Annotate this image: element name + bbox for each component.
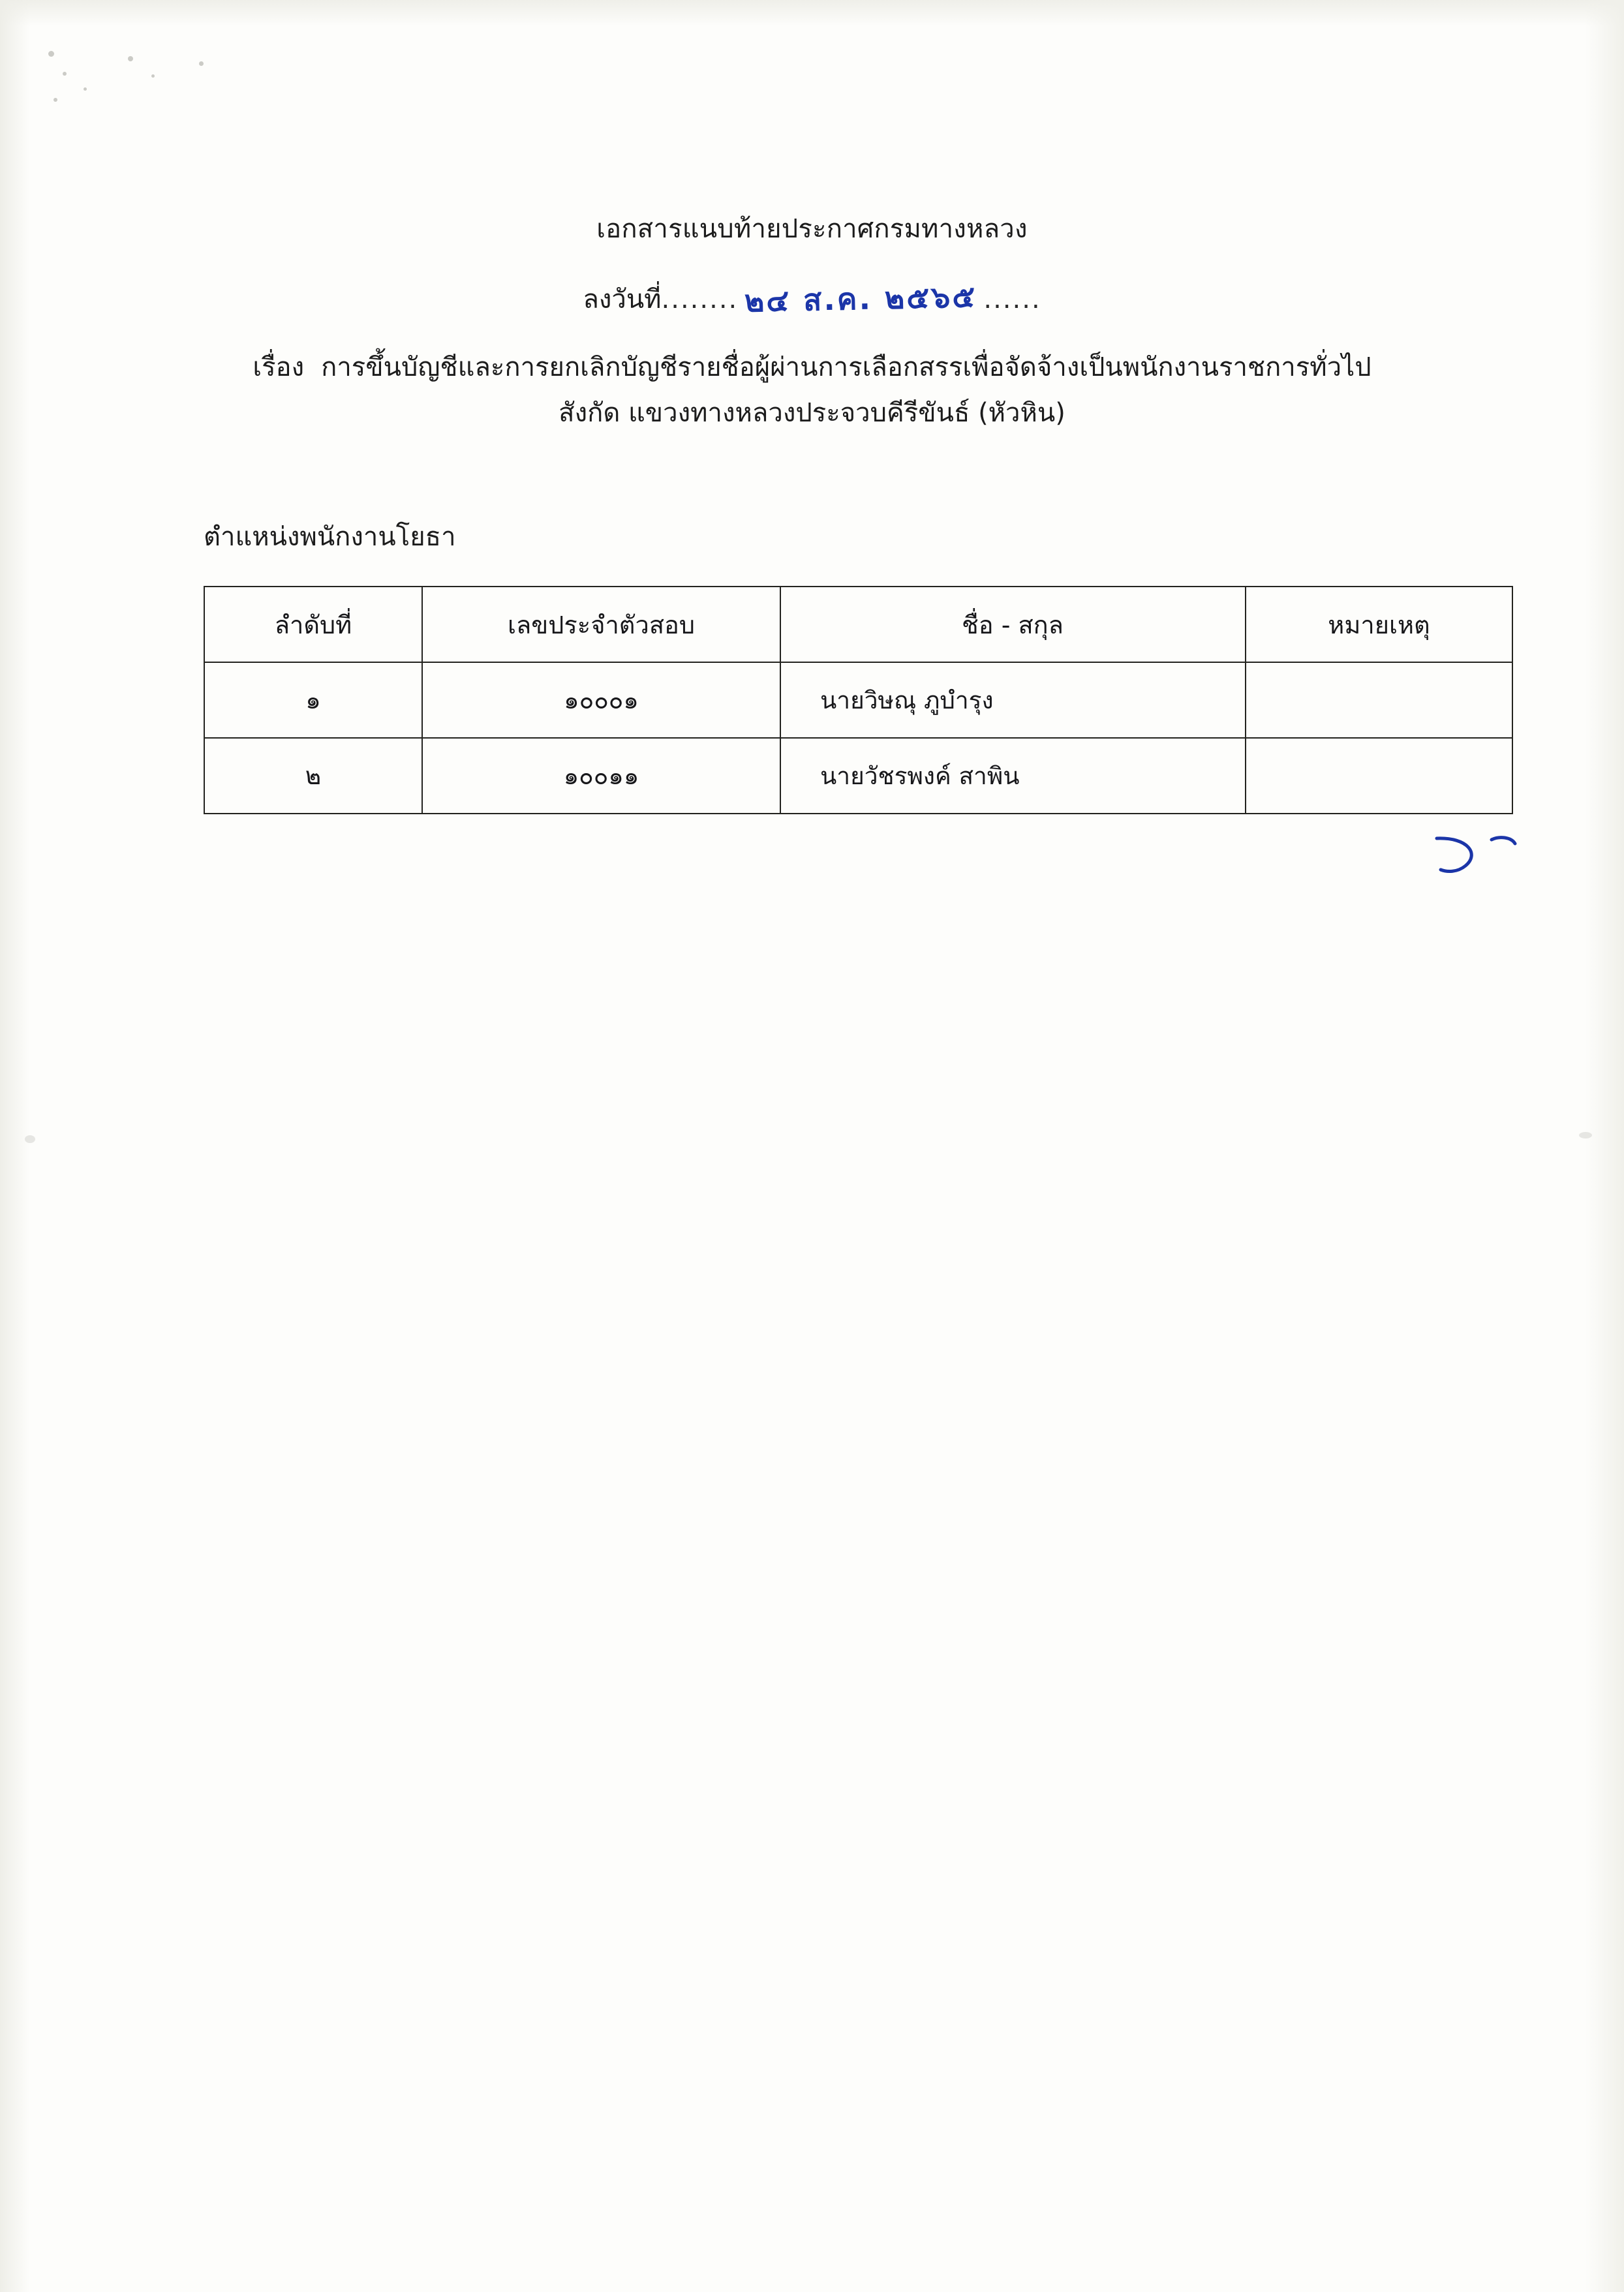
table-row <box>204 662 1512 738</box>
table-row <box>204 738 1512 814</box>
date-dots-left: ........ <box>661 284 739 314</box>
date-label: ลงวันที่ <box>583 284 662 314</box>
handwritten-date: ๒๔ ส.ค. ๒๕๖๕ <box>744 279 977 319</box>
table-header-name: ชื่อ - สกุล <box>780 587 1246 662</box>
results-table <box>204 586 1513 814</box>
cell-name: นายวัชรพงค์ สาพิน <box>780 738 1246 814</box>
cell-no: ๑ <box>204 662 422 738</box>
scan-speck <box>151 74 155 78</box>
subject-label: เรื่อง <box>253 352 305 382</box>
document-subject-line-1 <box>0 346 1624 388</box>
cell-note <box>1246 662 1512 738</box>
scan-edge-shadow-top <box>0 0 1624 26</box>
scan-speck <box>25 1135 35 1143</box>
scan-speck <box>1579 1132 1592 1138</box>
scan-speck <box>54 98 57 102</box>
table-header-exam-id: เลขประจำตัวสอบ <box>422 587 780 662</box>
cell-no: ๒ <box>204 738 422 814</box>
document-header-title: เอกสารแนบท้ายประกาศกรมทางหลวง <box>596 214 1028 244</box>
pen-scribble-icon <box>1429 832 1540 891</box>
scan-edge-shadow-left <box>0 0 30 2292</box>
table-header-no: ลำดับที่ <box>204 587 422 662</box>
scan-speck <box>199 61 204 66</box>
scan-edge-shadow-right <box>1585 0 1624 2292</box>
cell-name: นายวิษณุ ภูบำรุง <box>780 662 1246 738</box>
document-date-line <box>0 274 1624 322</box>
scan-speck <box>84 87 87 91</box>
results-table-wrapper <box>204 586 1502 814</box>
cell-exam-id: ๑๐๐๐๑ <box>422 662 780 738</box>
date-dots-right: ...... <box>983 284 1041 314</box>
scan-speck <box>63 72 67 76</box>
scan-speck <box>48 51 54 57</box>
table-header-note: หมายเหตุ <box>1246 587 1512 662</box>
table-header-row <box>204 587 1512 662</box>
position-heading: ตำแหน่งพนักงานโยธา <box>204 522 456 552</box>
cell-exam-id: ๑๐๐๑๑ <box>422 738 780 814</box>
document-subject-line-2: สังกัด แขวงทางหลวงประจวบคีรีขันธ์ (หัวหิน) <box>559 398 1065 428</box>
scan-speck <box>128 56 133 61</box>
subject-text-1: การขึ้นบัญชีและการยกเลิกบัญชีรายชื่อผู้ผ่านการเลือกสรรเพื่อจัดจ้างเป็นพนักงานราชการทั่วไป <box>321 352 1371 382</box>
cell-note <box>1246 738 1512 814</box>
